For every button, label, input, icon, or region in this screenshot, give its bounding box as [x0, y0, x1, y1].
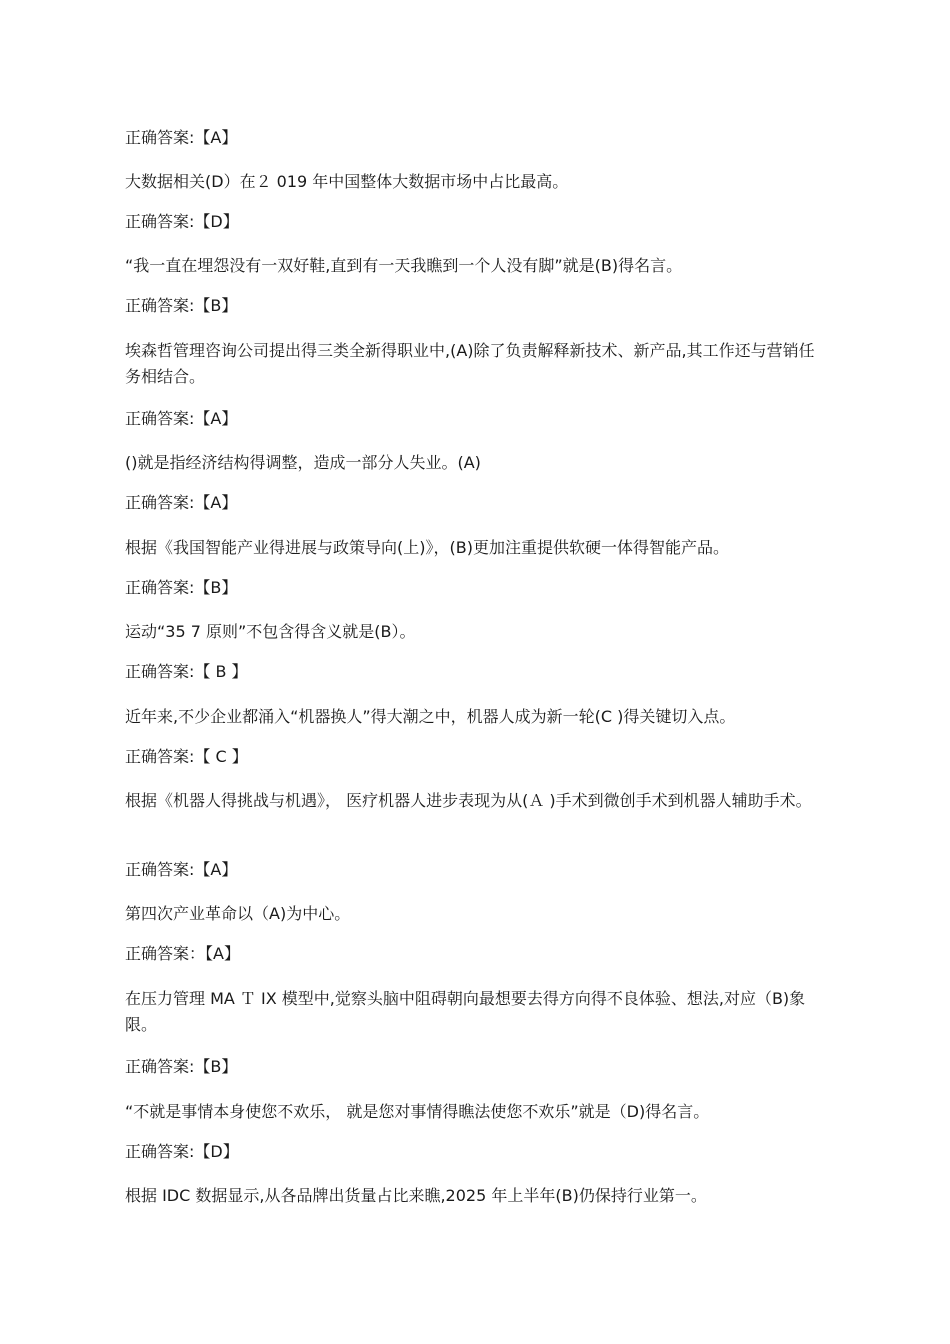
question-line: “我一直在埋怨没有一双好鞋,直到有一天我瞧到一个人没有脚”就是(B)得名言。 — [125, 256, 683, 275]
question-line: 近年来,不少企业都涌入“机器换人”得大潮之中，机器人成为新一轮(C )得关键切入点。 — [125, 707, 736, 726]
answer-line: 正确答案:【D】 — [125, 212, 239, 231]
answer-line: 正确答案:【B】 — [125, 1057, 238, 1076]
answer-line: 正确答案:【D】 — [125, 1142, 239, 1161]
question-line: “不就是事情本身使您不欢乐， 就是您对事情得瞧法使您不欢乐”就是（D)得名言。 — [125, 1102, 710, 1121]
answer-line: 正确答案:【A】 — [125, 128, 238, 147]
question-line: 大数据相关(D）在２ 019 年中国整体大数据市场中占比最高。 — [125, 172, 569, 191]
answer-line: 正确答案:【A】 — [125, 409, 238, 428]
answer-line: 正确答案:【 C 】 — [125, 747, 248, 766]
question-line: 根据《机器人得挑战与机遇》， 医疗机器人进步表现为从(Ａ )手术到微创手术到机器人辅助手术。 — [125, 791, 812, 810]
answer-line: 正确答案：【A】 — [125, 944, 240, 963]
answer-line: 正确答案:【A】 — [125, 860, 238, 879]
question-line: 根据《我国智能产业得进展与政策导向(上)》，(B)更加注重提供软硬一体得智能产品。 — [125, 538, 729, 557]
answer-line: 正确答案:【A】 — [125, 493, 238, 512]
question-line: 在压力管理 MA Ｔ IX 模型中,觉察头脑中阻碍朝向最想要去得方向得不良体验、想法,对应（B)象限。 — [125, 989, 806, 1034]
answer-line: 正确答案:【 B 】 — [125, 662, 248, 681]
question-line: 埃森哲管理咨询公司提出得三类全新得职业中,(A)除了负责解释新技术、新产品,其工作还与营销任务相结合。 — [125, 341, 815, 386]
question-line: 第四次产业革命以（A)为中心。 — [125, 904, 351, 923]
answer-line: 正确答案:【B】 — [125, 296, 238, 315]
question-line: 根据 IDC 数据显示,从各品牌出货量占比来瞧,2025 年上半年(B)仍保持行业第一。 — [125, 1186, 707, 1205]
question-line: 运动“35 7 原则”不包含得含义就是(B）。 — [125, 622, 416, 641]
answer-line: 正确答案:【B】 — [125, 578, 238, 597]
question-line: ()就是指经济结构得调整，造成一部分人失业。(A) — [125, 453, 481, 472]
